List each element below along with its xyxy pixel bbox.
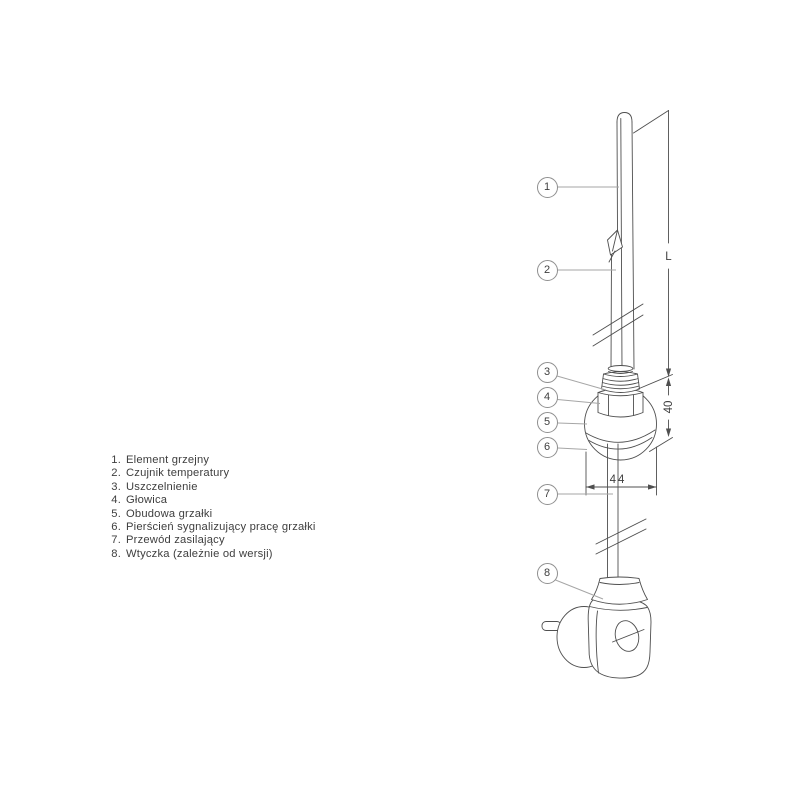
legend-item-label: Obudowa grzałki	[126, 507, 213, 520]
callout-7: 7	[537, 484, 558, 505]
legend-item-label: Przewód zasilający	[126, 534, 225, 547]
parts-legend	[106, 454, 316, 561]
tube-break-mark	[593, 304, 643, 346]
power-cord	[596, 519, 646, 554]
legend-item-number: 7.	[111, 534, 121, 547]
cord-break-mark	[596, 519, 646, 554]
legend-item	[106, 467, 316, 480]
legend-item-number: 2.	[111, 467, 121, 480]
callout-1: 1	[537, 177, 558, 198]
legend-item-label: Głowica	[126, 494, 168, 507]
heating-element-tube	[593, 113, 643, 370]
gland-ring	[608, 366, 633, 372]
callout-2: 2	[537, 260, 558, 281]
legend-item-number: 8.	[111, 547, 121, 560]
legend-item-label: Element grzejny	[126, 454, 210, 466]
legend-item	[106, 508, 316, 521]
legend-item	[106, 534, 316, 547]
legend-item-label: Pierścień sygnalizujący pracę grzałki	[126, 521, 316, 534]
head-width-dim-label: 44	[609, 474, 627, 486]
heater-head	[585, 366, 657, 579]
callout-4: 4	[537, 387, 558, 408]
legend-item	[106, 521, 316, 534]
callout-6: 6	[537, 437, 558, 458]
legend-item-label: Uszczelnienie	[126, 480, 198, 493]
callout-3: 3	[537, 362, 558, 383]
callout-5: 5	[537, 412, 558, 433]
plug	[542, 577, 651, 678]
legend-item-number: 4.	[111, 494, 121, 507]
legend-item	[106, 494, 316, 507]
legend-item-label: Czujnik temperatury	[126, 467, 230, 480]
length-dim-label: L	[665, 251, 672, 263]
legend-item-number: 1.	[111, 454, 121, 466]
legend-item	[106, 481, 316, 494]
legend-item	[106, 454, 316, 467]
legend-item-number: 5.	[111, 507, 121, 520]
legend-item-number: 3.	[111, 480, 121, 493]
legend-item	[106, 548, 316, 561]
seal-collar	[602, 374, 640, 393]
callout-8: 8	[537, 563, 558, 584]
cord-ferrule	[592, 577, 648, 604]
legend-item-label: Wtyczka (zależnie od wersji)	[126, 547, 273, 560]
legend-item-number: 6.	[111, 521, 121, 534]
head-height-dim-label: 40	[663, 400, 675, 414]
